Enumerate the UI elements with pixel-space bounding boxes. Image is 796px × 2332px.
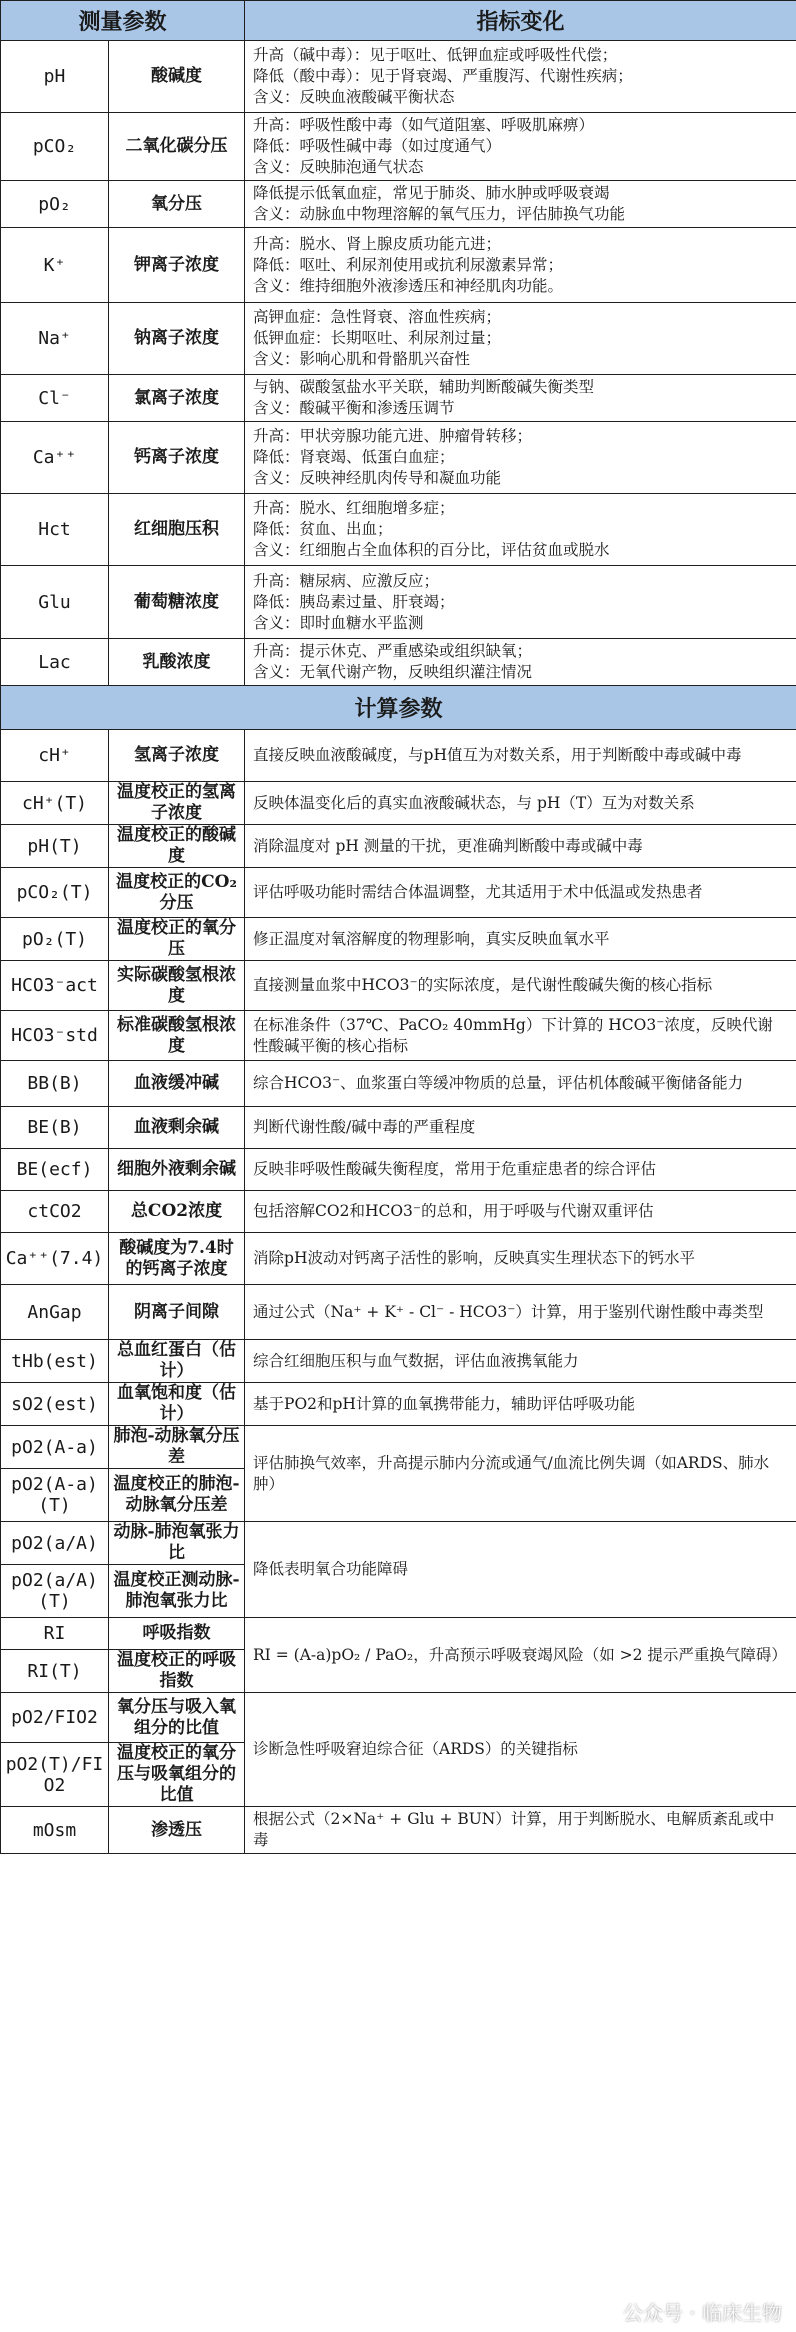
- param-name: 细胞外液剩余碱: [109, 1149, 245, 1191]
- param-name: 氧分压: [109, 181, 245, 228]
- param-symbol: pO2(A-a): [1, 1426, 109, 1469]
- param-description: [245, 566, 796, 639]
- param-name: 氧分压与吸入氧组分的比值: [109, 1693, 245, 1743]
- param-symbol: pO2(a/A)(T): [1, 1565, 109, 1618]
- table-row: [1, 825, 796, 868]
- param-symbol: BE(ecf): [1, 1149, 109, 1191]
- table-row: [1, 422, 796, 494]
- param-symbol: mOsm: [1, 1807, 109, 1854]
- description-line: 降低：呼吸性碱中毒（如过度通气）: [253, 137, 502, 155]
- table-row: [1, 1191, 796, 1233]
- param-name: 氯离子浓度: [109, 375, 245, 422]
- param-symbol: Cl⁻: [1, 375, 109, 422]
- param-description: [245, 639, 796, 686]
- param-name: 总CO2浓度: [109, 1191, 245, 1233]
- param-symbol: K⁺: [1, 228, 109, 303]
- param-symbol: Lac: [1, 639, 109, 686]
- param-name: 温度校正的氧分压与吸氧组分的比值: [109, 1743, 245, 1807]
- param-symbol: pH: [1, 41, 109, 113]
- param-description: 消除温度对 pH 测量的干扰，更准确判断酸中毒或碱中毒: [245, 825, 796, 868]
- param-symbol: pO2(T)/FIO2: [1, 1743, 109, 1807]
- param-symbol: HCO3⁻std: [1, 1011, 109, 1061]
- table-row: [1, 41, 796, 113]
- merged-description: 降低表明氧合功能障碍: [245, 1522, 796, 1618]
- param-description: 综合HCO3⁻、血浆蛋白等缓冲物质的总量，评估机体酸碱平衡储备能力: [245, 1061, 796, 1107]
- description-line: 含义：酸碱平衡和渗透压调节: [253, 399, 455, 417]
- param-symbol: Ca⁺⁺: [1, 422, 109, 494]
- param-name: 呼吸指数: [109, 1618, 245, 1650]
- description-line: 升高：糖尿病、应激反应；: [253, 571, 440, 590]
- param-name: 酸碱度: [109, 41, 245, 113]
- description-line: 降低：贫血、出血；: [253, 520, 393, 538]
- description-line: 含义：无氧代谢产物，反映组织灌注情况: [253, 663, 533, 681]
- param-description: [245, 41, 796, 113]
- param-name: 温度校正的肺泡-动脉氧分压差: [109, 1469, 245, 1522]
- param-name: 钙离子浓度: [109, 422, 245, 494]
- param-name: 钾离子浓度: [109, 228, 245, 303]
- param-description: [245, 113, 796, 181]
- table-row: [1, 639, 796, 686]
- param-name: 血氧饱和度（估计）: [109, 1383, 245, 1426]
- description-line: 降低：呕吐、利尿剂使用或抗利尿激素异常；: [253, 255, 564, 274]
- description-line: 升高：呼吸性酸中毒（如气道阻塞、呼吸肌麻痹）: [253, 116, 595, 134]
- param-description: 判断代谢性酸/碱中毒的严重程度: [245, 1107, 796, 1149]
- header-measured-params: 测量参数: [1, 1, 245, 41]
- param-description: [245, 181, 796, 228]
- param-name: 二氧化碳分压: [109, 113, 245, 181]
- table-row: [1, 961, 796, 1011]
- section-header-row: [1, 686, 796, 730]
- param-symbol: HCO3⁻act: [1, 961, 109, 1011]
- param-name: 标准碳酸氢根浓度: [109, 1011, 245, 1061]
- description-line: 含义：反映神经肌肉传导和凝血功能: [253, 469, 502, 487]
- description-line: 升高：脱水、红细胞增多症；: [253, 499, 455, 517]
- param-name: 动脉-肺泡氧张力比: [109, 1522, 245, 1565]
- param-name: 总血红蛋白（估计）: [109, 1340, 245, 1383]
- param-description: [245, 422, 796, 494]
- description-line: 升高：提示休克、严重感染或组织缺氧；: [253, 642, 533, 660]
- param-description: 根据公式（2×Na⁺ + Glu + BUN）计算，用于判断脱水、电解质紊乱或中毒: [245, 1807, 796, 1854]
- param-symbol: pCO₂(T): [1, 868, 109, 918]
- param-symbol: Hct: [1, 494, 109, 566]
- param-description: 评估呼吸功能时需结合体温调整，尤其适用于术中低温或发热患者: [245, 868, 796, 918]
- param-symbol: pO2(a/A): [1, 1522, 109, 1565]
- table-row: [1, 1107, 796, 1149]
- description-line: 降低（酸中毒）：见于肾衰竭、严重腹泻、代谢性疾病；: [253, 67, 633, 85]
- table-row: [1, 1061, 796, 1107]
- param-name: 温度校正的氢离子浓度: [109, 782, 245, 825]
- param-name: 钠离子浓度: [109, 303, 245, 375]
- table-row: [1, 1340, 796, 1383]
- description-line: 升高：脱水、肾上腺皮质功能亢进；: [253, 234, 502, 253]
- param-name: 乳酸浓度: [109, 639, 245, 686]
- table-row: [1, 1522, 796, 1565]
- watermark: 公众号 · 临床生物: [622, 2301, 782, 2325]
- description-line: 含义：维持细胞外液渗透压和神经肌肉功能。: [253, 276, 564, 295]
- table-row: [1, 113, 796, 181]
- param-description: 在标准条件（37℃、PaCO₂ 40mmHg）下计算的 HCO3⁻浓度，反映代谢性酸碱平衡的核心指标: [245, 1011, 796, 1061]
- param-name: 阴离子间隙: [109, 1285, 245, 1340]
- param-name: 温度校正的酸碱度: [109, 825, 245, 868]
- description-line: 含义：影响心肌和骨骼肌兴奋性: [253, 350, 471, 368]
- param-name: 渗透压: [109, 1807, 245, 1854]
- table-row: [1, 1383, 796, 1426]
- description-line: 降低提示低氧血症，常见于肺炎、肺水肿或呼吸衰竭: [253, 184, 610, 202]
- table-row: [1, 303, 796, 375]
- description-line: 升高：甲状旁腺功能亢进、肿瘤骨转移；: [253, 427, 533, 445]
- table-row: [1, 375, 796, 422]
- section-calculated-params: 计算参数: [1, 686, 796, 730]
- param-symbol: pO₂(T): [1, 918, 109, 961]
- table-row: [1, 181, 796, 228]
- param-name: 氢离子浓度: [109, 730, 245, 782]
- table-row: [1, 1149, 796, 1191]
- param-symbol: RI(T): [1, 1650, 109, 1693]
- table-header-row: [1, 1, 796, 41]
- param-symbol: ctCO2: [1, 1191, 109, 1233]
- merged-description: 诊断急性呼吸窘迫综合征（ARDS）的关键指标: [245, 1693, 796, 1807]
- table-row: [1, 1807, 796, 1854]
- param-symbol: pO2(A-a)(T): [1, 1469, 109, 1522]
- param-symbol: RI: [1, 1618, 109, 1650]
- table-row: [1, 1011, 796, 1061]
- description-line: 含义：即时血糖水平监测: [253, 613, 424, 632]
- param-description: 通过公式（Na⁺ + K⁺ - Cl⁻ - HCO3⁻）计算，用于鉴别代谢性酸中毒类型: [245, 1285, 796, 1340]
- param-name: 温度校正的呼吸指数: [109, 1650, 245, 1693]
- param-description: 包括溶解CO2和HCO3⁻的总和，用于呼吸与代谢双重评估: [245, 1191, 796, 1233]
- param-symbol: pCO₂: [1, 113, 109, 181]
- merged-description: RI = (A-a)pO₂ / PaO₂，升高预示呼吸衰竭风险（如 >2 提示严重换气障碍）: [245, 1618, 796, 1693]
- param-symbol: Glu: [1, 566, 109, 639]
- param-description: 综合红细胞压积与血气数据，评估血液携氧能力: [245, 1340, 796, 1383]
- param-symbol: cH⁺(T): [1, 782, 109, 825]
- table-row: [1, 1426, 796, 1469]
- table-row: [1, 1693, 796, 1743]
- param-symbol: pH(T): [1, 825, 109, 868]
- param-symbol: Ca⁺⁺(7.4): [1, 1233, 109, 1285]
- param-symbol: cH⁺: [1, 730, 109, 782]
- description-line: 升高（碱中毒）：见于呕吐、低钾血症或呼吸性代偿；: [253, 46, 618, 64]
- table-row: [1, 566, 796, 639]
- param-description: [245, 228, 796, 303]
- description-line: 含义：反映血液酸碱平衡状态: [253, 88, 455, 106]
- param-description: 直接测量血浆中HCO3⁻的实际浓度，是代谢性酸碱失衡的核心指标: [245, 961, 796, 1011]
- table-row: [1, 1233, 796, 1285]
- table-row: [1, 494, 796, 566]
- param-description: 消除pH波动对钙离子活性的影响，反映真实生理状态下的钙水平: [245, 1233, 796, 1285]
- param-name: 红细胞压积: [109, 494, 245, 566]
- param-symbol: tHb(est): [1, 1340, 109, 1383]
- param-description: [245, 303, 796, 375]
- description-line: 降低：肾衰竭、低蛋白血症；: [253, 448, 455, 466]
- param-name: 温度校正的氧分压: [109, 918, 245, 961]
- header-indicator-change: 指标变化: [245, 1, 796, 41]
- param-description: 反映体温变化后的真实血液酸碱状态，与 pH（T）互为对数关系: [245, 782, 796, 825]
- table-row: [1, 782, 796, 825]
- param-name: 温度校正测动脉-肺泡氧张力比: [109, 1565, 245, 1618]
- param-symbol: sO2(est): [1, 1383, 109, 1426]
- param-description: [245, 375, 796, 422]
- param-symbol: pO2/FIO2: [1, 1693, 109, 1743]
- description-line: 高钾血症：急性肾衰、溶血性疾病；: [253, 308, 502, 326]
- table-row: [1, 918, 796, 961]
- param-symbol: AnGap: [1, 1285, 109, 1340]
- table-row: [1, 1618, 796, 1650]
- description-line: 低钾血症：长期呕吐、利尿剂过量；: [253, 329, 502, 347]
- param-name: 血液剩余碱: [109, 1107, 245, 1149]
- param-name: 温度校正的CO₂分压: [109, 868, 245, 918]
- table-row: [1, 868, 796, 918]
- param-name: 实际碳酸氢根浓度: [109, 961, 245, 1011]
- param-symbol: BE(B): [1, 1107, 109, 1149]
- merged-description: 评估肺换气效率，升高提示肺内分流或通气/血流比例失调（如ARDS、肺水肿）: [245, 1426, 796, 1522]
- description-line: 含义：反映肺泡通气状态: [253, 158, 424, 176]
- param-description: [245, 494, 796, 566]
- description-line: 与钠、碳酸氢盐水平关联，辅助判断酸碱失衡类型: [253, 378, 595, 396]
- param-name: 葡萄糖浓度: [109, 566, 245, 639]
- param-name: 肺泡-动脉氧分压差: [109, 1426, 245, 1469]
- table-row: [1, 730, 796, 782]
- description-line: 含义：红细胞占全血体积的百分比，评估贫血或脱水: [253, 541, 610, 559]
- description-line: 降低：胰岛素过量、肝衰竭；: [253, 592, 455, 611]
- description-line: 含义：动脉血中物理溶解的氧气压力，评估肺换气功能: [253, 205, 626, 223]
- table-row: [1, 228, 796, 303]
- param-symbol: pO₂: [1, 181, 109, 228]
- param-name: 酸碱度为7.4时的钙离子浓度: [109, 1233, 245, 1285]
- param-description: 基于PO2和pH计算的血氧携带能力，辅助评估呼吸功能: [245, 1383, 796, 1426]
- param-name: 血液缓冲碱: [109, 1061, 245, 1107]
- param-description: 直接反映血液酸碱度，与pH值互为对数关系，用于判断酸中毒或碱中毒: [245, 730, 796, 782]
- param-symbol: Na⁺: [1, 303, 109, 375]
- table-row: [1, 1285, 796, 1340]
- param-description: 修正温度对氧溶解度的物理影响，真实反映血氧水平: [245, 918, 796, 961]
- param-symbol: BB(B): [1, 1061, 109, 1107]
- param-description: 反映非呼吸性酸碱失衡程度，常用于危重症患者的综合评估: [245, 1149, 796, 1191]
